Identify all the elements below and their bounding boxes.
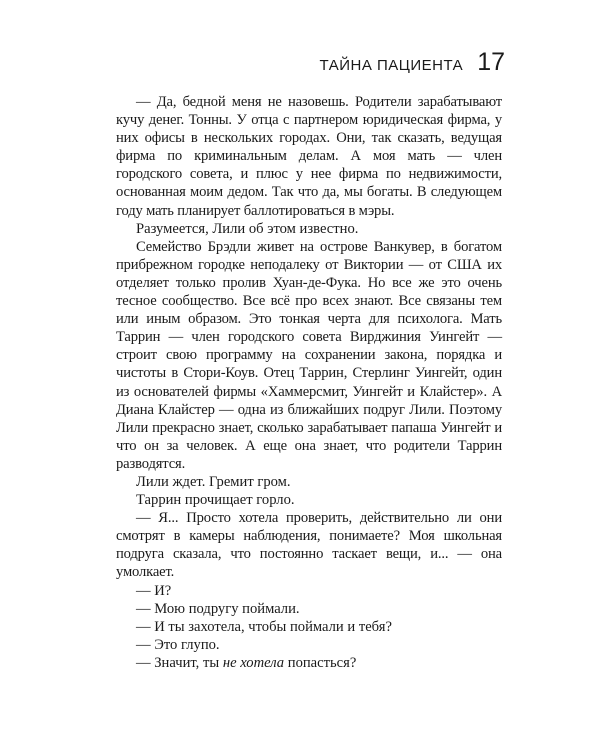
text-run: попасться?	[284, 654, 357, 671]
paragraph: — Да, бедной меня не назовешь. Родители зарабатывают кучу денег. Тонны. У отца с партнером юридическая фирма, у них офисы в нескольких городах. Они, так сказать, ведущая фирма по криминальным делам. А моя мать — член городского совета, и плюс у нее фирма по недвижимости, основанная моим дедом. Так что да, мы богаты. В следующем году мать планирует баллотироваться в мэры.	[116, 94, 502, 219]
paragraph-last	[116, 654, 502, 672]
paragraph: Разумеется, Лили об этом известно.	[136, 220, 359, 237]
paragraph: — Это глупо.	[136, 636, 220, 653]
running-head	[320, 48, 505, 77]
emphasis-text: не хотела	[222, 654, 285, 671]
body-text	[116, 93, 502, 672]
page-number: 17	[477, 48, 505, 76]
paragraph: — Мою подругу поймали.	[136, 600, 300, 617]
paragraph: — Я... Просто хотела проверить, действительно ли они смотрят в камеры наблюдения, понимаете? Моя школьная подруга сказала, что постоянно таскает вещи, и... — она умолкает.	[116, 510, 502, 581]
paragraph: — И?	[136, 582, 172, 599]
paragraph: — И ты захотела, чтобы поймали и тебя?	[136, 618, 392, 635]
paragraph: Таррин прочищает горло.	[136, 492, 295, 509]
paragraph: Семейство Брэдли живет на острове Ванкувер, в богатом прибрежном городке неподалеку от Виктории — от США их отделяет только пролив Хуан-де-Фука. Но все же это очень тесное сообщество. Все всё про всех знают. Все связаны тем или иным образом. Это тонкая черта для психолога. Мать Таррин — член городского совета Вирджиния Уингейт — строит свою программу на сохранении закона, порядка и чистоты в Стори-Коув. Отец Таррин, Стерлинг Уингейт, один из основателей фирмы «Хаммерсмит, Уингейт и Клайстер». А Диана Клайстер — одна из ближайших подруг Лили. Поэтому Лили прекрасно знает, сколько зарабатывает папаша Уингейт и что он за человек. А еще она знает, что родители Таррин разводятся.	[116, 238, 502, 472]
book-title: ТАЙНА ПАЦИЕНТА	[319, 57, 464, 74]
text-run: — Значит, ты	[136, 654, 223, 671]
paragraph: Лили ждет. Гремит гром.	[136, 473, 291, 490]
